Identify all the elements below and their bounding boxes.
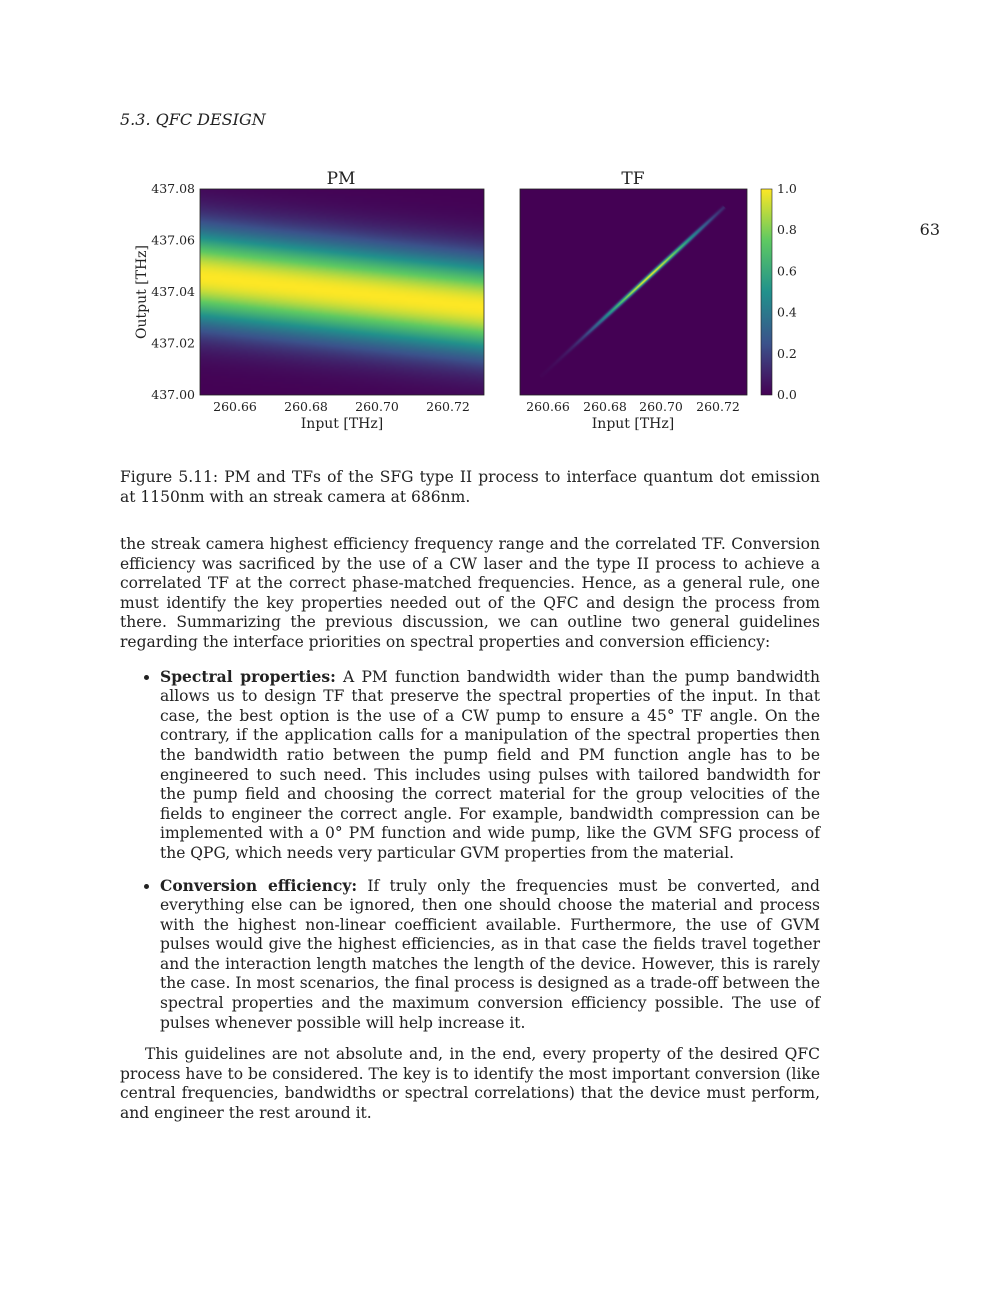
pm-x-tick: 260.68 — [284, 399, 328, 414]
tf-title: TF — [621, 169, 645, 189]
pm-title: PM — [326, 169, 356, 189]
pm-x-axis — [213, 399, 470, 414]
tf-x-label: Input [THz] — [591, 416, 675, 432]
pm-x-tick: 260.72 — [426, 399, 470, 414]
list-item — [160, 667, 820, 864]
pm-y-tick: 437.08 — [151, 181, 195, 196]
colorbar-tick: 0.6 — [777, 263, 797, 279]
colorbar-tick: 0.0 — [777, 387, 797, 402]
section-title: 5.3. QFC DESIGN — [120, 110, 266, 129]
colorbar — [761, 181, 797, 402]
pm-x-tick: 260.66 — [213, 399, 257, 414]
colorbar-tick: 0.8 — [777, 222, 797, 237]
tf-heatmap — [520, 189, 747, 395]
pm-y-tick: 437.06 — [151, 232, 195, 248]
pm-y-tick: 437.02 — [151, 335, 195, 351]
pm-heatmap — [200, 189, 484, 395]
pm-y-axis — [151, 181, 195, 402]
tf-x-tick: 260.66 — [526, 399, 570, 414]
pm-y-tick: 437.04 — [151, 284, 195, 299]
bullet-text: A PM function bandwidth wider than the pump bandwidth allows us to design TF that preserve the spectral properties of the input. In that case, the best option is the use of a CW pump to ensure a 45° TF angle. On the contrary, if the application calls for a manipulation of the spectral properties then the bandwidth ratio between the pump field and PM function angle has to be engineered to such need. This includes using pulses with tailored bandwidth for the pump field and choosing the correct material for the group velocities of the fields to engineer the correct angle. For example, bandwidth compression can be implemented with a 0° PM function and wide pump, like the GVM SFG process of the QPG, which needs very particular GVM properties from the material. — [160, 667, 820, 862]
colorbar-gradient — [761, 189, 772, 395]
figure — [118, 155, 818, 445]
pm-heatmap-image — [200, 189, 484, 395]
figure-svg — [118, 155, 818, 445]
page-number: 63 — [919, 220, 940, 239]
colorbar-tick: 0.2 — [777, 346, 797, 361]
figure-caption: Figure 5.11: PM and TFs of the SFG type II process to interface quantum dot emission at 1150nm with an streak camera at 686nm. — [120, 468, 820, 506]
pm-x-tick: 260.70 — [355, 399, 399, 414]
closing-paragraph: This guidelines are not absolute and, in the end, every property of the desired QFC process have to be considered. The key is to identify the most important conversion (like central frequencies, bandwidths or spectral correlations) that the device must perform, and engineer the rest around it. — [120, 1045, 820, 1123]
body-text — [120, 535, 820, 1124]
bullet-term: Conversion efficiency: — [160, 875, 358, 895]
tf-x-tick: 260.68 — [583, 399, 627, 414]
pm-x-label: Input [THz] — [300, 416, 384, 432]
pm-y-label: Output [THz] — [134, 244, 150, 340]
colorbar-tick: 1.0 — [777, 181, 797, 196]
tf-x-axis — [526, 399, 740, 414]
colorbar-tick: 0.4 — [777, 304, 797, 320]
list-item — [160, 876, 820, 1034]
tf-x-tick: 260.72 — [696, 399, 740, 414]
guidelines-list — [120, 667, 820, 1034]
tf-x-tick: 260.70 — [639, 399, 683, 414]
bullet-text: If truly only the frequencies must be converted, and everything else can be ignored, then one should choose the material and process with the highest non-linear coefficient available. Furthermore, the use of GVM pulses would give the highest efficiencies, as in that case the fields travel together and the interaction length matches the length of the device. However, this is rarely the case. In most scenarios, the final process is designed as a trade-off between the spectral properties and the maximum conversion efficiency possible. The use of pulses whenever possible will help increase it. — [160, 876, 820, 1032]
bullet-term: Spectral properties: — [160, 666, 336, 686]
pm-y-tick: 437.00 — [151, 387, 195, 402]
tf-heatmap-image — [520, 189, 747, 395]
intro-paragraph: the streak camera highest efficiency frequency range and the correlated TF. Conversion efficiency was sacrificed by the use of a CW laser and the type II process to achieve a correlated TF at the correct phase-matched frequencies. Hence, as a general rule, one must identify the key properties needed out of the QFC and design the process from there. Summarizing the previous discussion, we can outline two general guidelines regarding the interface priorities on spectral properties and conversion efficiency: — [120, 535, 820, 651]
